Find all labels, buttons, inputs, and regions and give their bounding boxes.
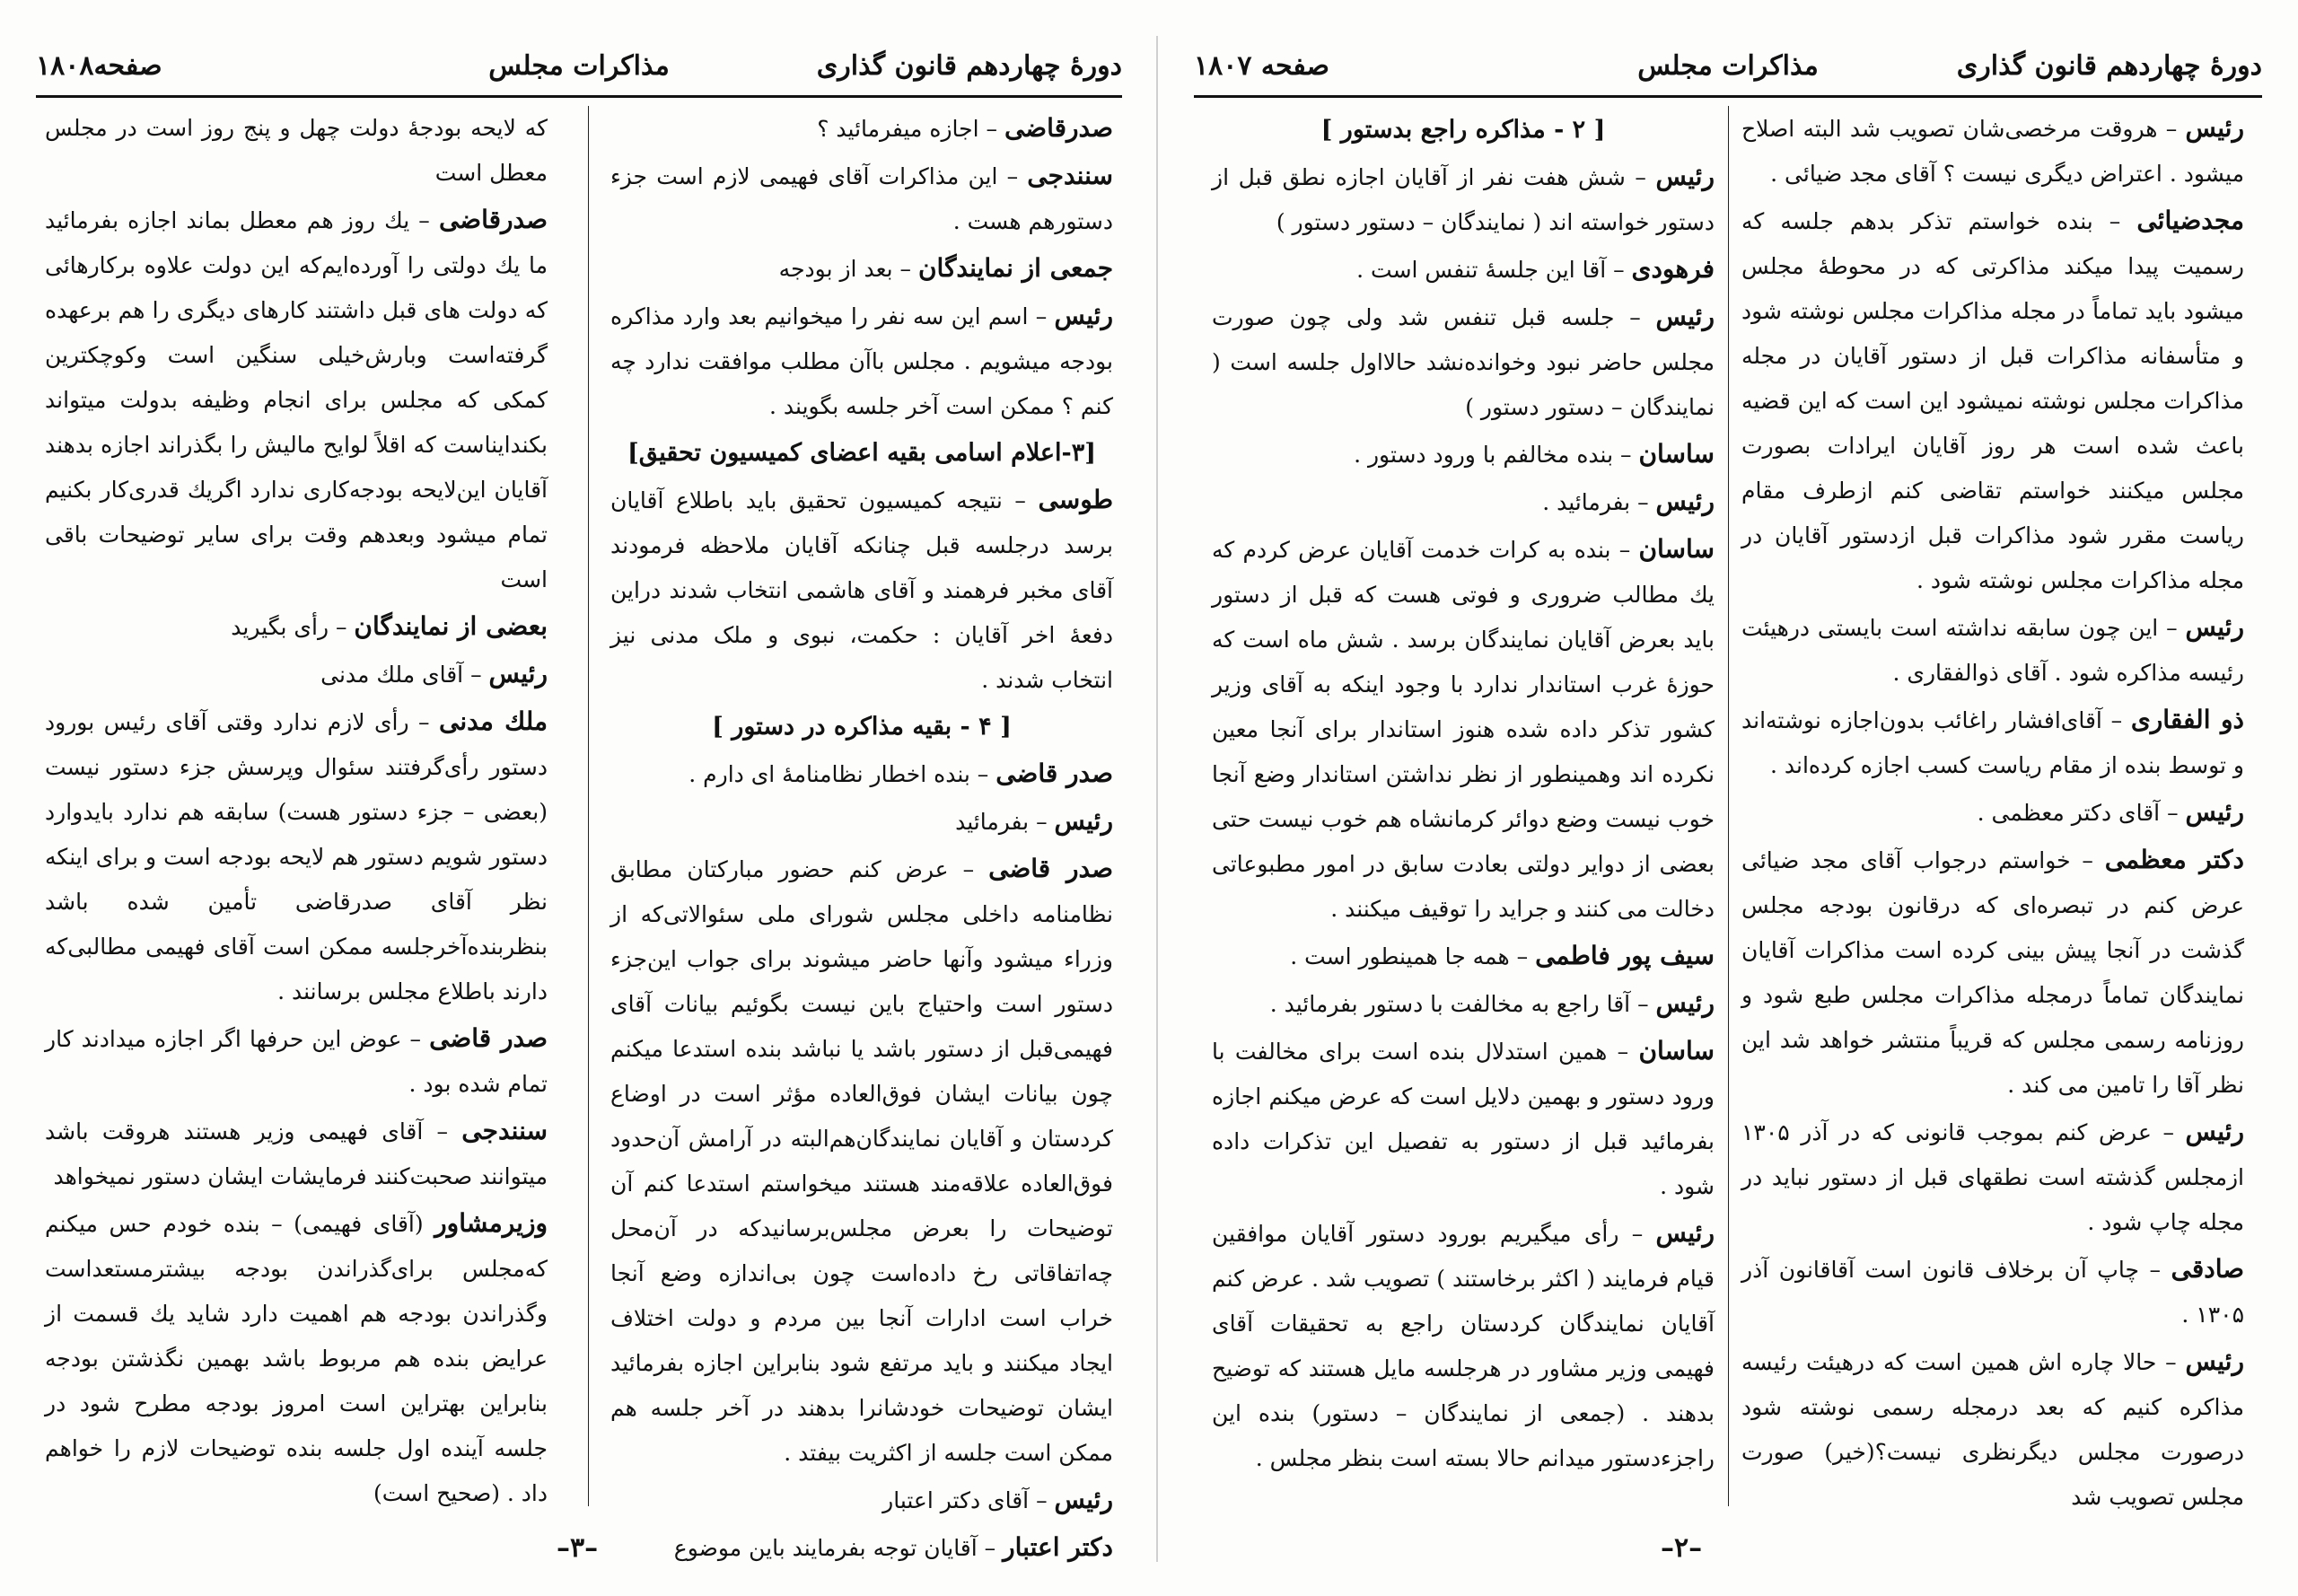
- speech-text: – آقا راجع به مخالفت با دستور بفرمائید .: [1269, 991, 1656, 1017]
- speaker-name: صادقی: [2171, 1254, 2244, 1284]
- speaker-name: ملك مدنی: [439, 706, 548, 736]
- header-title: مذاکرات مجلس: [488, 50, 670, 82]
- header-title: مذاکرات مجلس: [1637, 50, 1819, 82]
- speech-paragraph: [45, 1109, 548, 1199]
- speaker-name: فرهودی: [1631, 254, 1715, 284]
- speech-text: – عرض کنم حضور مبارکتان مطابق نظامنامه داخلی مجلس شورای ملی سئوالاتی‌که از وزراء میشود وآنها حاضر میشوند برای جواب این‌جزء دستور است واحتیاج باین نیست بگوئیم بیانات آقای فهیمی‌قبل از دستور باشد یا نباشد بنده استدعا میکنم چون بیانات ایشان فوق‌العاده مؤثر است در اوضاع کردستان و آقایان نمایندگان‌هم‌البته در آرامش آن‌حدود فوق‌العاده علاقه‌مند هستند میخواستم استدعا کنم آن توضیحات را بعرض مجلس‌برسانید‌که در آن‌محل چه‌اتفاقاتی رخ داده‌است چون بی‌اندازه وضع آنجا خراب است ادارات آنجا بین مردم و دولت اختلاف ایجاد میکنند و باید مرتفع شود بنابراین اجازه بفرمائید ایشان توضیحات خودشانرا بدهند در آخر جلسه هم ممکن است جلسه از اکثریت بیفتد .: [610, 856, 1113, 1466]
- right-page: [1158, 0, 2298, 1596]
- folio-number: –۲–: [1661, 1532, 1703, 1564]
- speaker-name: رئیس: [1054, 1485, 1113, 1514]
- speaker-name: رئیس: [1655, 302, 1715, 331]
- speaker-name: رئیس: [1655, 988, 1715, 1018]
- speech-text: – آقای فهیمی وزیر هستند هروقت باشد میتوانند صحبت‌کنند فرمایشات ایشان دستور نمیخواهد: [45, 1118, 548, 1189]
- speech-paragraph: [1212, 247, 1715, 293]
- speech-text: – چاپ آن برخلاف قانون است آقاقانون آذر ۱۳۰۵ .: [1741, 1257, 2244, 1328]
- speech-text: – خواستم درجواب آقای مجد ضیائی عرض کنم در تبصره‌ای که درقانون بودجه مجلس گذشت در آنجا پیش بینی کرده است مذاکرات آقایان نمایندگان تماماً درمجله مذاکرات مجلس طبع شود و روزنامه رسمی مجلس که قریباً منتشر خواهد شد این نظر آقا را تامین می کند .: [1741, 847, 2244, 1098]
- speech-text: – حالا چاره اش همین است که درهیئت رئیسه مذاکره کنیم که بعد درمجله رسمی نوشته شود درصورت مجلس دیگرنظری نیست؟(خیر) صورت مجلس تصویب شد: [1741, 1349, 2244, 1510]
- speaker-name: صدر قاضی: [988, 854, 1113, 883]
- speech-text: – بعد از بودجه: [778, 256, 918, 282]
- speech-text: – رأی لازم ندارد وقتی آقای رئیس بورود دستور رأی‌گرفتند سئوال وپرسش جزء دستور نیست (بعضی – جزء دستور هست) سابقه هم ندارد بایدوارد دستور شویم دستور هم لایحه بودجه است و برای اینکه نظر آقای صدرقاضی تأمین شده باشد بنظربنده‌آخر‌جلسه ممکن است آقای فهیمی مطالبی‌که دارند باطلاع مجلس برسانند .: [45, 709, 548, 1004]
- speech-text: – آقای دکتر معظمی .: [1977, 800, 2186, 826]
- speech-paragraph: [610, 106, 1113, 152]
- speech-text: – بفرمائید .: [1542, 489, 1656, 515]
- speech-paragraph: [1741, 1247, 2244, 1337]
- speech-paragraph: [1212, 154, 1715, 245]
- speaker-name: سیف پور فاطمی: [1535, 941, 1715, 970]
- speaker-name: صدر قاضی: [996, 759, 1113, 788]
- speaker-name: رئیس: [1655, 1218, 1715, 1248]
- speaker-name: صدرقاضی: [1004, 113, 1113, 143]
- speaker-name: صدرقاضی: [438, 205, 548, 234]
- speech-paragraph: [1741, 1339, 2244, 1520]
- speech-text: – شش هفت نفر از آقایان اجازه نطق قبل از دستور خواسته اند ( نمایندگان – دستور دستور ): [1212, 164, 1715, 235]
- folio-number: –۳–: [557, 1532, 599, 1564]
- speech-text: – نتیجه کمیسیون تحقیق باید باطلاع آقایان برسد درجلسه قبل چنانکه آقایان ملاحظه فرمودند آقای مخبر فرهمند و آقای هاشمی انتخاب شدند دراین دفعهٔ اخر آقایان : حکمت، نبوی و ملک مدنی نیز انتخاب شدند .: [610, 487, 1113, 693]
- left-page-header: [36, 43, 1122, 98]
- speech-paragraph: [1212, 1211, 1715, 1481]
- speech-paragraph: [1741, 106, 2244, 197]
- speaker-name: رئیس: [2185, 612, 2244, 642]
- speech-text: – عوض این حرفها اگر اجازه میدادند کار تمام شده بود .: [45, 1026, 548, 1097]
- speech-text: – یك روز هم معطل بماند اجازه بفرمائید ما یك دولتی را آورده‌ایم‌که این دولت علاوه برکارهائی که دولت های قبل داشتند کارهای دیگری را هم برعهده گرفته‌است وبارش‌خیلی سنگین است وکوچکترین کمکی که مجلس برای انجام وظیفه بدولت میتواند بکندایناست که اقلاً لوایح مالیش را بگذراند اجازه بدهند آقایان این‌لایحه بودجه‌کاری ندارد اگریك قدری‌کار بکنیم تمام میشود وبعدهم وقت برای سایر توضیحات باقی است: [45, 207, 548, 592]
- speech-text: – بفرمائید: [955, 809, 1055, 835]
- speech-text: – این مذاکرات آقای فهیمی لازم است جزء دستورهم هست .: [610, 163, 1113, 234]
- speech-paragraph: [1741, 605, 2244, 696]
- speech-text: (آقای فهیمی) – بنده خودم حس میکنم که‌مجلس برای‌گذراندن بودجه بیشترمستعداست وگذراندن بودجه هم اهمیت دارد شاید یك قسمت از عرایض بنده هم مربوط باشد بهمین نگذشتن بودجه بنابراین بهتراین است امروز بودجه مطرح شود در جلسه آینده اول جلسه بنده توضیحات لازم را خواهم داد . (صحیح است): [45, 1211, 548, 1506]
- right-page-column-left: [1212, 106, 1715, 1515]
- speaker-name: بعضی از نمایندگان: [354, 611, 548, 641]
- speaker-name: دکتر معظمی: [2104, 845, 2244, 874]
- speech-paragraph: [1212, 527, 1715, 932]
- speaker-name: رئیس: [1655, 487, 1715, 516]
- speech-text: – این چون سابقه نداشته است بایستی درهیئت رئیسه مذاکره شود . آقای ذوالفقاری .: [1741, 615, 2244, 686]
- speech-paragraph: [1212, 981, 1715, 1027]
- speaker-name: رئیس: [1054, 301, 1113, 330]
- speech-paragraph: [45, 106, 548, 196]
- speech-text: – همین استدلال بنده است برای مخالفت با ورود دستور و بهمین دلایل است که عرض میکنم اجازه بفرمائید قبل از دستور به تفصیل این تذکرات داده شود .: [1212, 1039, 1715, 1199]
- header-page-number: صفحه۱۸۰۸: [36, 50, 162, 82]
- header-session: دورهٔ چهاردهم قانون گذاری: [1956, 50, 2262, 82]
- speech-text: – بنده اخطار نظامنامهٔ ای دارم .: [689, 761, 996, 787]
- speech-text: – جلسه قبل تنفس شد ولی چون صورت مجلس حاضر نبود وخوانده‌نشد حالااول جلسه است ( نمایندگان – دستور دستور ): [1212, 304, 1715, 420]
- speech-text: – رأی بگیرید: [231, 614, 355, 640]
- speaker-name: ساسان: [1638, 534, 1715, 564]
- speech-paragraph: [610, 153, 1113, 244]
- speaker-name: رئیس: [488, 659, 548, 688]
- speech-text: – هروقت مرخصی‌شان تصویب شد البته اصلاح میشود . اعتراض دیگری نیست ؟ آقای مجد ضیائی .: [1741, 116, 2244, 187]
- speaker-name: رئیس: [2185, 113, 2244, 143]
- left-page-column-right: [610, 106, 1113, 1562]
- speaker-name: رئیس: [2185, 1346, 2244, 1376]
- speech-paragraph: [45, 197, 548, 602]
- speech-paragraph: [1741, 198, 2244, 603]
- section-heading: [ ۲ - مذاکره راجع بدستور ]: [1320, 116, 1606, 144]
- header-session: دورهٔ چهاردهم قانون گذاری: [816, 50, 1122, 82]
- speech-text: – آقای دکتر اعتبار: [882, 1487, 1055, 1513]
- speaker-name: رئیس: [1054, 806, 1113, 836]
- speaker-name: ذو الفقاری: [2130, 705, 2244, 734]
- speech-paragraph: [45, 604, 548, 650]
- speech-text: – بنده مخالفم با ورود دستور .: [1354, 442, 1639, 468]
- speech-paragraph: [1212, 934, 1715, 979]
- speaker-name: طوسی: [1038, 485, 1113, 514]
- section-heading: [۳-اعلام اسامی بقیه اعضای کمیسیون تحقیق]: [627, 439, 1097, 467]
- speech-text: – آقای ملك مدنی: [320, 662, 489, 688]
- speech-paragraph: [610, 751, 1113, 797]
- speaker-name: مجدضیائی: [2136, 206, 2244, 235]
- speech-paragraph: [1741, 837, 2244, 1108]
- speech-paragraph: [45, 1016, 548, 1107]
- section-heading: [ ۴ - بقیه مذاکره در دستور ]: [712, 713, 1012, 741]
- speech-paragraph: [1212, 1029, 1715, 1209]
- speech-paragraph: [1212, 432, 1715, 478]
- speech-paragraph: [45, 652, 548, 697]
- column-divider: [588, 106, 589, 1506]
- speaker-name: رئیس: [1655, 162, 1715, 191]
- speech-paragraph: [610, 294, 1113, 429]
- speech-paragraph: [610, 478, 1113, 703]
- header-page-number: صفحه ۱۸۰۷: [1194, 50, 1329, 82]
- right-page-header: [1194, 43, 2262, 98]
- speech-text: – آقای‌افشار راغائب بدون‌اجازه نوشته‌اند و توسط بنده از مقام ریاست کسب اجازه کرده‌اند .: [1741, 707, 2244, 778]
- speaker-name: رئیس: [2185, 1117, 2244, 1146]
- speaker-name: صدر قاضی: [429, 1023, 548, 1053]
- speaker-name: دکتر اعتبار: [1003, 1532, 1113, 1562]
- speech-paragraph: [45, 1201, 548, 1516]
- speech-paragraph: [610, 846, 1113, 1476]
- speech-paragraph: [1741, 1109, 2244, 1245]
- speech-paragraph: [610, 246, 1113, 292]
- speech-paragraph: [610, 1478, 1113, 1523]
- speech-text: – بنده به کرات خدمت آقایان عرض کردم که يك مطالب ضروری و فوتی هست که قبل از دستور باید بعرض آقایان نمایندگان برسد . شش ماه است که حوزهٔ غرب استاندار ندارد با وجود اینکه به آقای وزیر کشور تذکر داده شده هنوز استاندار برای آنجا معین نکرده اند وهمینطور از نظر نداشتن استاندار وضع آنجا خوب نیست وضع دوائر کرمانشاه هم خوب نیست حتی بعضی از دوایر دولتی بعادت سابق در امور مطبوعاتی دخالت می کنند و جراید را توقیف میکنند .: [1212, 537, 1715, 922]
- speech-text: که لایحه بودجهٔ دولت چهل و پنج روز است در مجلس معطل است: [45, 115, 548, 186]
- speech-text: – رأی میگیریم بورود دستور آقایان موافقین قیام فرمایند ( اکثر برخاستند ) تصویب شد . عرض کنم آقایان نمایندگان کردستان راجع به تحقیقات آقای فهیمی وزیر مشاور در هرجلسه مایل هستند که توضیح بدهند . (جمعی از نمایندگان – دستور) بنده این راجزءدستور میدانم حالا بسته است بنظر مجلس .: [1212, 1221, 1715, 1471]
- speaker-name: جمعی از نمایندگان: [917, 253, 1113, 283]
- right-page-column-right: [1741, 106, 2244, 1515]
- speech-paragraph: [1212, 479, 1715, 525]
- speech-paragraph: [1741, 697, 2244, 788]
- speaker-name: سنندجی: [461, 1116, 548, 1145]
- speaker-name: ساسان: [1638, 1036, 1715, 1065]
- speech-text: – اسم این سه نفر را میخوانیم بعد وارد مذاکره بودجه میشویم . مجلس باآن مطلب موافقت ندارد چه کنم ؟ ممکن است آخر جلسه بگویند .: [610, 303, 1113, 419]
- speech-paragraph: [45, 699, 548, 1014]
- speaker-name: سنندجی: [1027, 161, 1113, 190]
- speech-text: – همه جا همینطور است .: [1290, 943, 1536, 969]
- left-page-column-left: [45, 106, 548, 1515]
- speech-paragraph: [1741, 790, 2244, 836]
- speech-text: – آقایان توجه بفرمایند باین موضوع: [673, 1535, 1004, 1561]
- speech-text: – آقا این جلسهٔ تنفس است .: [1356, 257, 1632, 283]
- speaker-name: وزیرمشاور: [434, 1208, 548, 1238]
- speaker-name: ساسان: [1638, 439, 1715, 469]
- speech-paragraph: [610, 1525, 1113, 1571]
- speech-text: – عرض کنم بموجب قانونی که در آذر ۱۳۰۵ ازمجلس گذشته است نطقهای قبل از دستور نباید در مجله چاپ شود .: [1741, 1119, 2244, 1235]
- speech-paragraph: [1212, 294, 1715, 430]
- speech-text: – بنده خواستم تذکر بدهم جلسه که رسمیت پیدا میکند مذاکرتی که در محوطهٔ مجلس میشود باید تماماً در مجله مذاکرات مجلس نوشته شود و متأسفانه مذاکرات قبل از دستور آقایان در مجله مذاکرات مجلس نوشته نمیشود این است که این قضیه باعث شده است هر روز آقایان ایرادات بصورت مجلس میکنند خواستم تقاضی کنم ازطرف مقام ریاست مقرر شود مذاکرات قبل ازدستور آقایان در مجله مذاکرات مجلس نوشته شود .: [1741, 208, 2244, 593]
- column-divider: [1728, 106, 1729, 1506]
- speaker-name: رئیس: [2185, 797, 2244, 827]
- speech-text: – اجازه میفرمائید ؟: [817, 116, 1004, 142]
- speech-paragraph: [610, 799, 1113, 845]
